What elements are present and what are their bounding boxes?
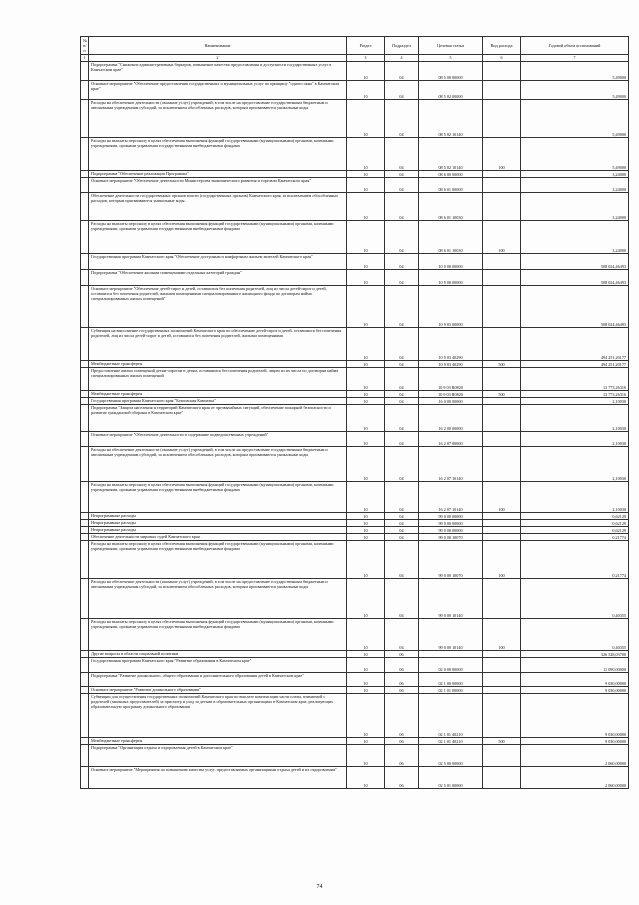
cell-number: [81, 270, 89, 286]
cell-podrazdel: 04: [385, 579, 419, 619]
cell-amount: 0,21774: [521, 541, 629, 579]
table-row: [81, 673, 629, 687]
cell-name: Основное мероприятие "Обеспечение деятельности Министерства экономического развития и торговли Камчатского края": [89, 178, 347, 193]
cell-podrazdel: 04: [385, 270, 419, 286]
cell-amount: 508 024,46493: [521, 286, 629, 328]
cell-expense-type: 100: [483, 221, 521, 254]
table-row: [81, 687, 629, 694]
table-row: [81, 81, 629, 100]
cell-razdel: 10: [347, 391, 385, 398]
cell-expense-type: 500: [483, 391, 521, 398]
cell-razdel: 10: [347, 541, 385, 579]
col-index: 1: [81, 55, 89, 62]
cell-podrazdel: 06: [385, 767, 419, 789]
cell-number: [81, 745, 89, 767]
cell-number: [81, 767, 89, 789]
cell-expense-type: [483, 513, 521, 520]
table-row: [81, 534, 629, 541]
cell-podrazdel: 04: [385, 527, 419, 534]
cell-expense-type: [483, 579, 521, 619]
col-header-podrazdel: Подраздел: [385, 37, 419, 55]
cell-name: Подпрограмма "Защита населения и территорий Камчатского края от чрезвычайных ситуаций, обеспечение пожарной безопасности и развитие гражданской обороны в Камчатском крае": [89, 405, 347, 432]
cell-number: [81, 81, 89, 100]
col-index: 5: [419, 55, 483, 62]
cell-number: [81, 520, 89, 527]
cell-target-article: 02 5 00 00000: [419, 745, 483, 767]
cell-expense-type: [483, 745, 521, 767]
cell-podrazdel: 06: [385, 687, 419, 694]
cell-number: [81, 62, 89, 81]
cell-target-article: 10 0 00 00000: [419, 254, 483, 270]
cell-amount: 5,49000: [521, 62, 629, 81]
cell-expense-type: 500: [483, 738, 521, 745]
table-row: [81, 513, 629, 520]
cell-name: Предоставление жилых помещений детям-сиротам и детям, оставшимся без попечения родителей, лицам из их числа по договорам найма специализированных жилых помещений: [89, 368, 347, 391]
cell-amount: 5,49000: [521, 100, 629, 138]
cell-name: Непрограммные расходы: [89, 520, 347, 527]
cell-number: [81, 673, 89, 687]
cell-amount: 2,10030: [521, 432, 629, 447]
cell-razdel: 10: [347, 619, 385, 651]
table-row: [81, 391, 629, 398]
cell-expense-type: [483, 405, 521, 432]
cell-target-article: 08 6 01 10030: [419, 221, 483, 254]
cell-amount: 13 773,26316: [521, 368, 629, 391]
cell-name: Расходы на выплаты персоналу в целях обеспечения выполнения функций государственными (муниципальными) органами, казенными учреждениями, органами управления государственными внебюджетными фондами: [89, 482, 347, 513]
cell-amount: 2 060,00000: [521, 745, 629, 767]
cell-razdel: 10: [347, 81, 385, 100]
cell-podrazdel: 04: [385, 447, 419, 482]
cell-podrazdel: 04: [385, 520, 419, 527]
cell-target-article: 08 5 02 00000: [419, 81, 483, 100]
cell-razdel: 10: [347, 405, 385, 432]
cell-amount: 0,62129: [521, 520, 629, 527]
cell-number: [81, 254, 89, 270]
cell-name: Непрограммные расходы: [89, 513, 347, 520]
cell-podrazdel: 04: [385, 81, 419, 100]
cell-target-article: 02 1 01 40210: [419, 738, 483, 745]
cell-podrazdel: 04: [385, 62, 419, 81]
cell-name: Субвенция на выполнение государственных полномочий Камчатского края по обеспечению детей-сирот и детей, оставшихся без попечения родителей, лиц из числа детей-сирот и детей, оставшихся без попечения родителей, жилыми помещениями: [89, 328, 347, 361]
table-row: [81, 619, 629, 651]
cell-target-article: 08 6 01 00000: [419, 178, 483, 193]
cell-target-article: 16 2 07 00000: [419, 432, 483, 447]
cell-podrazdel: 04: [385, 193, 419, 221]
table-row: [81, 270, 629, 286]
cell-name: Основное мероприятие "Обеспечение предоставления государственных и муниципальных услуг по принципу "одного окна" в Камчатском крае": [89, 81, 347, 100]
col-header-razdel: Раздел: [347, 37, 385, 55]
cell-number: [81, 286, 89, 328]
cell-number: [81, 391, 89, 398]
cell-podrazdel: 04: [385, 482, 419, 513]
cell-name: Непрограммные расходы: [89, 527, 347, 534]
cell-name: Подпрограмма "Обеспечение жилыми помещениями отдельных категорий граждан": [89, 270, 347, 286]
col-index: 3: [347, 55, 385, 62]
cell-expense-type: [483, 100, 521, 138]
cell-razdel: 10: [347, 368, 385, 391]
cell-amount: 2,10030: [521, 482, 629, 513]
cell-target-article: 16 2 00 00000: [419, 405, 483, 432]
cell-target-article: 08 5 02 10140: [419, 138, 483, 171]
cell-target-article: 10 9 03 40290: [419, 361, 483, 368]
table-row: [81, 193, 629, 221]
cell-name: Обеспечение деятельности государственных органов власти (государственных органов) Камчатского края, за исключением обособленных расходов, которым присваиваются уникальные коды.: [89, 193, 347, 221]
cell-amount: 0,21774: [521, 534, 629, 541]
col-header-expense-type: Вид расхода: [483, 37, 521, 55]
table-row: [81, 368, 629, 391]
cell-amount: 0,62129: [521, 527, 629, 534]
cell-expense-type: 100: [483, 619, 521, 651]
cell-name: Расходы на выплаты персоналу в целях обеспечения выполнения функций государственными (муниципальными) органами, казенными учреждениями, органами управления государственными внебюджетными фондами: [89, 221, 347, 254]
cell-razdel: 10: [347, 138, 385, 171]
table-row: [81, 527, 629, 534]
cell-number: [81, 138, 89, 171]
cell-podrazdel: 04: [385, 138, 419, 171]
cell-name: Основное мероприятие "Развитие дошкольного образования": [89, 687, 347, 694]
cell-razdel: 10: [347, 447, 385, 482]
cell-target-article: 02 0 00 00000: [419, 658, 483, 673]
table-row: [81, 62, 629, 81]
table-row: [81, 361, 629, 368]
cell-expense-type: [483, 527, 521, 534]
cell-target-article: 02 1 00 00000: [419, 673, 483, 687]
cell-razdel: 10: [347, 482, 385, 513]
table-row: [81, 541, 629, 579]
cell-razdel: 10: [347, 520, 385, 527]
table-row: [81, 178, 629, 193]
cell-name: Расходы на выплаты персоналу в целях обеспечения выполнения функций государственными (муниципальными) органами, казенными учреждениями, органами управления государственными внебюджетными фондами: [89, 138, 347, 171]
cell-name: Расходы на обеспечение деятельности (оказание услуг) учреждений, в том числе на предоставление государственным бюджетным и автономным учреждениям субсидий, за исключением обособленных расходов, которым присваиваются уникальные коды: [89, 100, 347, 138]
cell-number: [81, 651, 89, 658]
cell-name: Подпрограмма "Развитие дошкольного, общего образования и дополнительного образования детей в Камчатском крае": [89, 673, 347, 687]
cell-name: Основное мероприятие "Мероприятия по повышению качества услуг, предоставляемых организациями отдыха детей и их оздоровления": [89, 767, 347, 789]
cell-razdel: 10: [347, 673, 385, 687]
cell-razdel: 10: [347, 178, 385, 193]
cell-target-article: 02 1 01 40210: [419, 694, 483, 738]
table-row: [81, 651, 629, 658]
column-index-row: [81, 55, 629, 62]
cell-number: [81, 513, 89, 520]
cell-podrazdel: 04: [385, 534, 419, 541]
cell-number: [81, 100, 89, 138]
cell-expense-type: [483, 254, 521, 270]
cell-number: [81, 193, 89, 221]
cell-expense-type: 100: [483, 541, 521, 579]
cell-podrazdel: 04: [385, 513, 419, 520]
table-row: [81, 520, 629, 527]
cell-podrazdel: 04: [385, 328, 419, 361]
cell-amount: 3,24000: [521, 178, 629, 193]
cell-podrazdel: 04: [385, 619, 419, 651]
col-index: 6: [483, 55, 521, 62]
col-index: 2: [89, 55, 347, 62]
cell-name: Государственная программа Камчатского края "Развитие образования в Камчатском крае": [89, 658, 347, 673]
cell-number: [81, 171, 89, 178]
cell-name: Обеспечение деятельности мировых судей Камчатского края: [89, 534, 347, 541]
page-number: 74: [316, 884, 323, 890]
table-row: [81, 405, 629, 432]
cell-razdel: 10: [347, 254, 385, 270]
cell-expense-type: [483, 62, 521, 81]
cell-expense-type: [483, 171, 521, 178]
cell-podrazdel: 04: [385, 391, 419, 398]
cell-podrazdel: 06: [385, 658, 419, 673]
cell-target-article: [419, 651, 483, 658]
table-row: [81, 579, 629, 619]
cell-target-article: 08 5 00 00000: [419, 62, 483, 81]
cell-name: Межбюджетные трансферты: [89, 738, 347, 745]
cell-amount: 11 090,00000: [521, 658, 629, 673]
col-index: 4: [385, 55, 419, 62]
cell-expense-type: [483, 694, 521, 738]
cell-razdel: 10: [347, 687, 385, 694]
cell-name: Субвенции для осуществления государственных полномочий Камчатского края по выплате компенсации части платы, взимаемой с родителей (законных представителей) за присмотр и уход за детьми в образовательных организациях в Камчатском крае, реализующих образовательную программу дошкольного образования: [89, 694, 347, 738]
cell-number: [81, 398, 89, 405]
cell-razdel: 10: [347, 579, 385, 619]
table-row: [81, 398, 629, 405]
budget-table: [80, 36, 629, 789]
cell-razdel: 10: [347, 361, 385, 368]
cell-amount: 2,10030: [521, 447, 629, 482]
cell-expense-type: [483, 687, 521, 694]
cell-amount: 5,49000: [521, 138, 629, 171]
cell-razdel: 10: [347, 658, 385, 673]
cell-expense-type: [483, 270, 521, 286]
cell-podrazdel: 04: [385, 541, 419, 579]
cell-number: [81, 328, 89, 361]
cell-number: [81, 541, 89, 579]
cell-expense-type: [483, 193, 521, 221]
cell-number: [81, 361, 89, 368]
col-header-name: Наименование: [89, 37, 347, 55]
cell-razdel: 10: [347, 534, 385, 541]
cell-target-article: 99 0 00 10140: [419, 579, 483, 619]
cell-razdel: 10: [347, 398, 385, 405]
cell-amount: 2,10030: [521, 398, 629, 405]
cell-podrazdel: 04: [385, 171, 419, 178]
cell-target-article: 02 1 01 00000: [419, 687, 483, 694]
cell-razdel: 10: [347, 694, 385, 738]
cell-name: Межбюджетные трансферты: [89, 361, 347, 368]
cell-amount: 508 024,46493: [521, 254, 629, 270]
cell-amount: 13 773,26316: [521, 391, 629, 398]
cell-name: Межбюджетные трансферты: [89, 391, 347, 398]
cell-amount: 0,62129: [521, 513, 629, 520]
cell-razdel: 10: [347, 513, 385, 520]
col-header-number: № п/п: [81, 37, 89, 55]
cell-name: Подпрограмма "Организация отдыха и оздоровления детей в Камчатском крае": [89, 745, 347, 767]
table-row: [81, 328, 629, 361]
cell-name: Другие вопросы в области социальной политики: [89, 651, 347, 658]
cell-amount: 2,10030: [521, 405, 629, 432]
cell-number: [81, 405, 89, 432]
cell-number: [81, 527, 89, 534]
cell-podrazdel: 04: [385, 100, 419, 138]
cell-podrazdel: 04: [385, 221, 419, 254]
table-row: [81, 100, 629, 138]
cell-podrazdel: 04: [385, 405, 419, 432]
table-body: [81, 62, 629, 789]
table-row: [81, 745, 629, 767]
cell-amount: 494 251,20177: [521, 328, 629, 361]
cell-podrazdel: 04: [385, 286, 419, 328]
cell-expense-type: [483, 368, 521, 391]
cell-name: Расходы на обеспечение деятельности (оказание услуг) учреждений, в том числе на предоставление государственным бюджетным и автономным учреждениям субсидий, за исключением обособленных расходов, которым присваиваются уникальные коды: [89, 447, 347, 482]
cell-expense-type: [483, 651, 521, 658]
cell-expense-type: [483, 328, 521, 361]
cell-podrazdel: 06: [385, 673, 419, 687]
cell-razdel: 10: [347, 286, 385, 328]
cell-target-article: 10 9 00 00000: [419, 270, 483, 286]
cell-target-article: 99 0 00 10070: [419, 541, 483, 579]
cell-expense-type: [483, 658, 521, 673]
cell-name: Расходы на выплаты персоналу в целях обеспечения выполнения функций государственными (муниципальными) органами, казенными учреждениями, органами управления государственными внебюджетными фондами: [89, 541, 347, 579]
cell-name: Подпрограмма "Обеспечение реализации Программы": [89, 171, 347, 178]
cell-razdel: 10: [347, 100, 385, 138]
table-row: [81, 138, 629, 171]
cell-amount: 9 030,00000: [521, 687, 629, 694]
table-row: [81, 738, 629, 745]
cell-expense-type: [483, 81, 521, 100]
cell-number: [81, 579, 89, 619]
table-row: [81, 286, 629, 328]
cell-podrazdel: 04: [385, 432, 419, 447]
cell-target-article: 10 9 03 00000: [419, 286, 483, 328]
table-header-row: [81, 37, 629, 55]
cell-target-article: 99 0 00 00000: [419, 513, 483, 520]
table-row: [81, 432, 629, 447]
cell-razdel: 10: [347, 432, 385, 447]
cell-podrazdel: 06: [385, 651, 419, 658]
cell-name: Расходы на выплаты персоналу в целях обеспечения выполнения функций государственными (муниципальными) органами, казенными учреждениями, органами управления государственными внебюджетными фондами: [89, 619, 347, 651]
cell-razdel: 10: [347, 328, 385, 361]
cell-razdel: 10: [347, 62, 385, 81]
cell-amount: 3,24000: [521, 221, 629, 254]
cell-amount: 9 030,00000: [521, 694, 629, 738]
cell-podrazdel: 06: [385, 738, 419, 745]
cell-name: Расходы на обеспечение деятельности (оказание услуг) учреждений, в том числе на предоставление государственным бюджетным и автономным учреждениям субсидий, за исключением обособленных расходов, которым присваиваются уникальные коды: [89, 579, 347, 619]
cell-razdel: 10: [347, 527, 385, 534]
cell-expense-type: [483, 178, 521, 193]
cell-expense-type: [483, 520, 521, 527]
cell-number: [81, 694, 89, 738]
cell-amount: 3,24000: [521, 193, 629, 221]
cell-expense-type: [483, 673, 521, 687]
cell-podrazdel: 04: [385, 361, 419, 368]
table-row: [81, 221, 629, 254]
cell-razdel: 10: [347, 221, 385, 254]
cell-expense-type: 100: [483, 138, 521, 171]
cell-target-article: 10 9 03 40290: [419, 328, 483, 361]
cell-target-article: 02 5 01 00000: [419, 767, 483, 789]
col-header-target-article: Целевая статья: [419, 37, 483, 55]
col-index: 7: [521, 55, 629, 62]
cell-amount: 0,40355: [521, 619, 629, 651]
cell-target-article: 08 6 01 10030: [419, 193, 483, 221]
cell-expense-type: [483, 398, 521, 405]
cell-number: [81, 432, 89, 447]
cell-number: [81, 221, 89, 254]
cell-expense-type: [483, 447, 521, 482]
cell-expense-type: [483, 432, 521, 447]
cell-number: [81, 178, 89, 193]
cell-razdel: 10: [347, 270, 385, 286]
cell-expense-type: [483, 534, 521, 541]
cell-razdel: 10: [347, 745, 385, 767]
cell-amount: 326 528,03700: [521, 651, 629, 658]
cell-name: Государственная программа Камчатского края "Обеспечение доступным и комфортным жильем жителей Камчатского края": [89, 254, 347, 270]
cell-expense-type: 100: [483, 482, 521, 513]
table-row: [81, 482, 629, 513]
cell-razdel: 10: [347, 193, 385, 221]
cell-name: Основное мероприятие "Обеспечение детей-сирот и детей, оставшихся без попечения родителей, лиц из числа детей-сирот и детей, оставшихся без попечения родителей, жилыми помещениями специализированного жилищного фонда по договорам найма специализированных жилых помещений": [89, 286, 347, 328]
cell-target-article: 10 9 03 R0820: [419, 391, 483, 398]
cell-name: Подпрограмма "Снижение административных барьеров, повышение качества предоставления и доступности государственных услуг в Камчатском крае": [89, 62, 347, 81]
cell-razdel: 10: [347, 171, 385, 178]
table-row: [81, 694, 629, 738]
cell-name: Основное мероприятие "Обеспечение деятельности и содержание подведомственных учреждений": [89, 432, 347, 447]
table-row: [81, 767, 629, 789]
cell-amount: 5,49000: [521, 81, 629, 100]
cell-number: [81, 658, 89, 673]
cell-target-article: 99 0 00 00000: [419, 527, 483, 534]
cell-target-article: 08 5 02 10140: [419, 100, 483, 138]
cell-expense-type: [483, 767, 521, 789]
cell-amount: 9 030,00000: [521, 673, 629, 687]
cell-target-article: 99 0 00 10070: [419, 534, 483, 541]
cell-razdel: 10: [347, 738, 385, 745]
cell-razdel: 10: [347, 651, 385, 658]
cell-target-article: 16 2 07 10140: [419, 482, 483, 513]
cell-target-article: 16 0 00 00000: [419, 398, 483, 405]
cell-number: [81, 534, 89, 541]
cell-podrazdel: 04: [385, 368, 419, 391]
cell-target-article: 99 0 00 10140: [419, 619, 483, 651]
cell-podrazdel: 04: [385, 254, 419, 270]
cell-number: [81, 738, 89, 745]
col-header-annual-amount: Годовой объем ассигнований: [521, 37, 629, 55]
table-row: [81, 171, 629, 178]
cell-name: Государственная программа Камчатского края "Безопасная Камчатка": [89, 398, 347, 405]
cell-amount: 9 030,00000: [521, 738, 629, 745]
table-row: [81, 447, 629, 482]
cell-expense-type: 500: [483, 361, 521, 368]
cell-podrazdel: 06: [385, 694, 419, 738]
cell-amount: 3,24000: [521, 171, 629, 178]
cell-number: [81, 687, 89, 694]
cell-target-article: 08 6 00 00000: [419, 171, 483, 178]
cell-amount: 2 060,00000: [521, 767, 629, 789]
cell-amount: 494 251,20177: [521, 361, 629, 368]
cell-target-article: 99 0 00 00000: [419, 520, 483, 527]
table-row: [81, 254, 629, 270]
cell-number: [81, 368, 89, 391]
cell-target-article: 16 2 07 10140: [419, 447, 483, 482]
cell-number: [81, 482, 89, 513]
cell-podrazdel: 04: [385, 178, 419, 193]
cell-target-article: 10 9 03 R0820: [419, 368, 483, 391]
cell-number: [81, 619, 89, 651]
table-row: [81, 658, 629, 673]
cell-amount: 0,40355: [521, 579, 629, 619]
cell-expense-type: [483, 286, 521, 328]
cell-number: [81, 447, 89, 482]
cell-amount: 508 024,46493: [521, 270, 629, 286]
cell-razdel: 10: [347, 767, 385, 789]
cell-podrazdel: 04: [385, 398, 419, 405]
cell-podrazdel: 06: [385, 745, 419, 767]
